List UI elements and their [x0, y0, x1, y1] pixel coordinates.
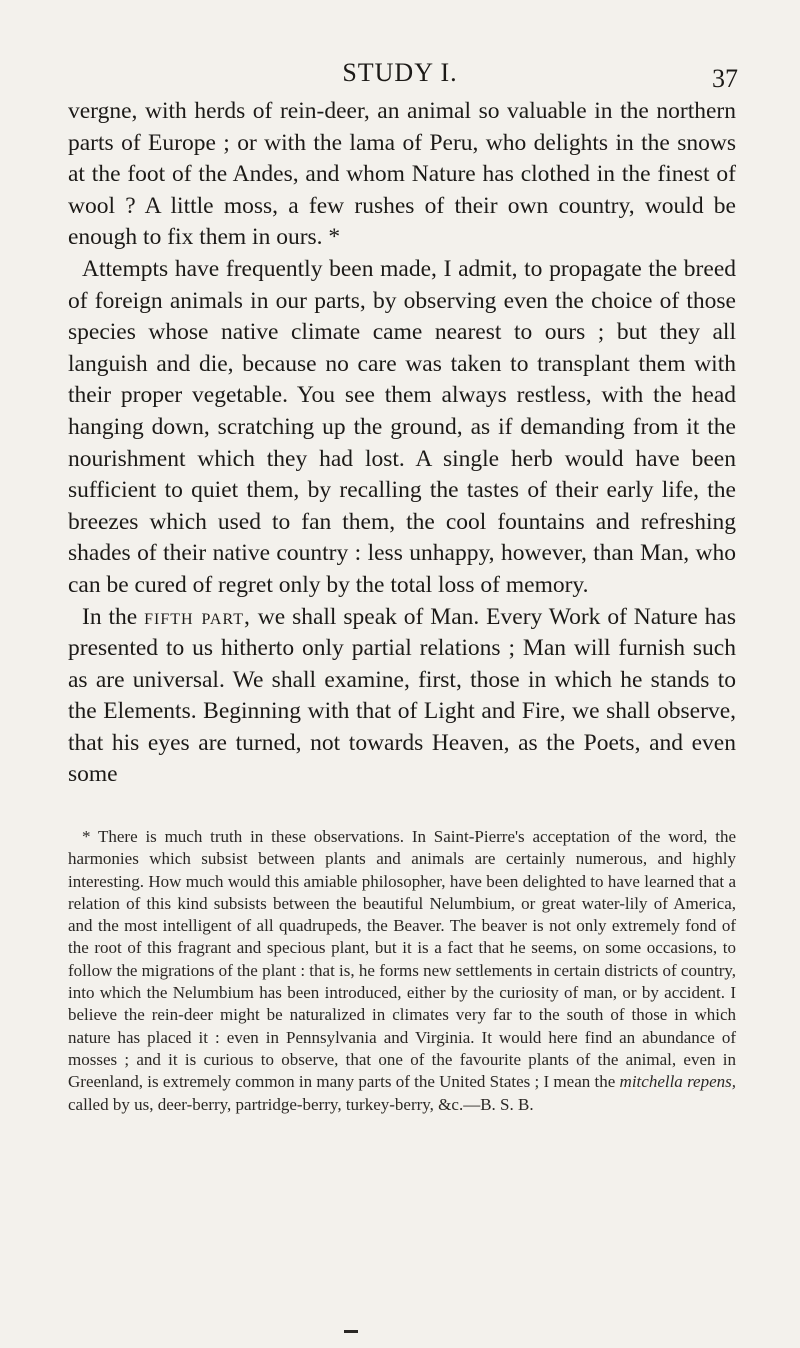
fifth-part-small-caps: fifth part, — [144, 603, 251, 630]
paragraph-fifth-part-lead: In the — [82, 603, 145, 630]
footnote-paragraph — [68, 826, 736, 1116]
footnote — [68, 826, 736, 1116]
footnote-text-end: called by us, deer-berry, partridge-berry, turkey-berry, &c.—B. S. B. — [68, 1094, 534, 1114]
paragraph-continuation: vergne, with herds of rein-deer, an animal so valuable in the northern parts of Europe ; or with the lama of Peru, who delights in the snows at the foot of the Andes, and whom Nature has clothed in the finest of wool ? A little moss, a few rushes of their own country, would be enough to fix them in ours. * — [68, 98, 736, 251]
paragraph-fifth-part — [68, 602, 736, 792]
main-text — [68, 96, 736, 791]
footnote-text: * There is much truth in these observations. In Saint-Pierre's acceptation of the word, the harmonies which subsist between plants and animals are certainly numerous, and highly interesting. How much would this amiable philosopher, have been delighted to have learned that a relation of this kind subsists between the beautiful Nelumbium, or great water-lily of America, and the most intelligent of all quadrupeds, the Beaver. The beaver is not only extremely fond of the root of this fragrant and specious plant, but it is a fact that he seems, on some occasions, to follow the migrations of the plant : that is, he forms new settlements in certain districts of country, into which the Nelumbium has been introduced, either by the curiosity of man, or by accident. I believe the rein-deer might be naturalized in climates very far to the south of those in which nature has placed it : even in Pennsylvania and Virginia. It would here find an abundance of mosses ; and it is curious to observe, that one of the favourite plants of the animal, even in Greenland, is extremely common in many parts of the United States ; I mean the — [68, 827, 736, 1092]
print-mark — [344, 1330, 358, 1333]
paragraph-fifth-part-rest: we shall speak of Man. Every Work of Nature has presented to us hitherto only partial relations ; Man will furnish such as are universal. We shall examine, first, those in which he stands to the Elements. Beginning with that of Light and Fire, we shall observe, that his eyes are turned, not towards Heaven, as the Poets, and even some — [68, 603, 736, 788]
page-number: 37 — [712, 64, 738, 93]
paragraph-foreign-animals: Attempts have frequently been made, I admit, to propagate the breed of foreign animals in our parts, by observing even the choice of those species whose native climate came nearest to ours ; but they all languish and die, because no care was taken to transplant them with their proper vegetable. You see them always restless, with the head hanging down, scratching up the ground, as if demanding from it the nourishment which they had lost. A single herb would have been sufficient to quiet them, by recalling the tastes of their early life, the breezes which used to fan them, the cool fountains and refreshing shades of their native country : less unhappy, however, than Man, who can be cured of regret only by the total loss of memory. — [68, 255, 736, 598]
running-head: STUDY I. — [342, 58, 458, 87]
footnote-italic-species: mitchella repens, — [619, 1072, 737, 1092]
